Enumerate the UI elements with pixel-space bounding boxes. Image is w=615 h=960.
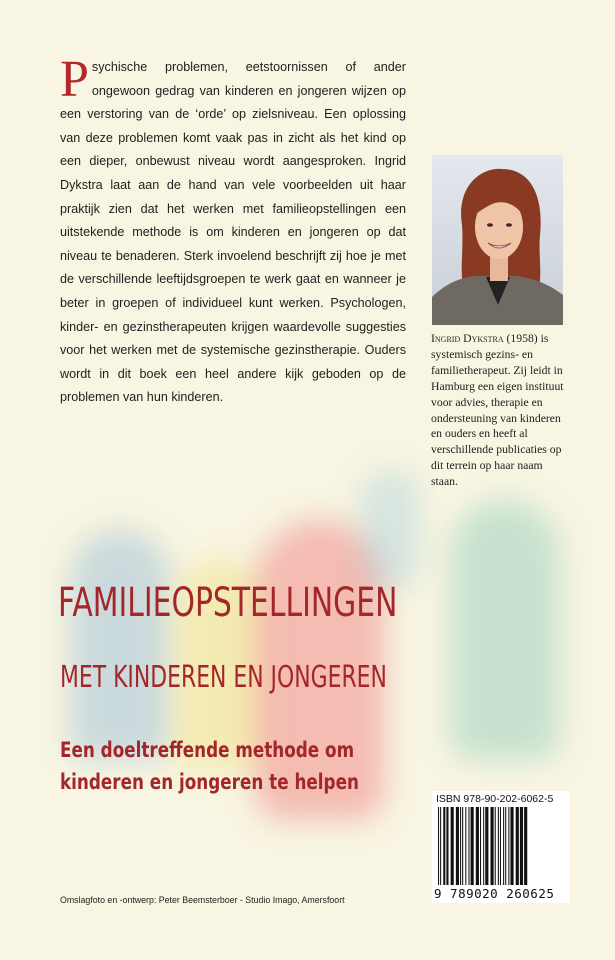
back-cover-blurb xyxy=(60,51,406,410)
background-pawn-blue xyxy=(70,530,170,760)
barcode-box xyxy=(432,791,570,903)
author-bio-text: (1958) is systemisch gezins- en familietherapeut. Zij leidt in Hamburg een eigen instituut voor advies, therapie en ondersteuning van kinderen en ouders en heeft al verschillende publicaties op dit terrein op haar naam staan. xyxy=(431,332,564,489)
ean-number: 9 789020 260625 xyxy=(434,886,555,901)
book-title: FAMILIEOPSTELLINGEN xyxy=(58,580,398,626)
cover-credits: Omslagfoto en -ontwerp: Peter Beemsterboer - Studio Imago, Amersfoort xyxy=(60,895,345,905)
author-name: Ingrid Dykstra xyxy=(431,332,504,345)
tagline xyxy=(60,734,359,798)
isbn-label: ISBN 978-90-202-6062-5 xyxy=(436,793,554,805)
drop-cap: P xyxy=(60,51,89,108)
author-bio xyxy=(431,331,567,490)
author-photo xyxy=(432,155,563,325)
background-pawn-cyan xyxy=(360,470,420,590)
author-portrait-icon xyxy=(432,155,563,325)
blurb-text: sychische problemen, eetstoornissen of ander ongewoon gedrag van kinderen en jongeren wijzen op een verstoring van de ‘orde’ op zielsniveau. Een oplossing van deze problemen komt vaak pas in zicht als het kind op een dieper, onbewust niveau wordt aangesproken. Ingrid Dykstra laat aan de hand van vele voorbeelden uit haar praktijk zien dat het werken met familieopstellingen een uitstekende methode is om kinderen en jongeren op dat niveau te benaderen. Sterk invoelend beschrijft zij hoe je met de verschillende leeftijdsgroepen te werk gaat en wanneer je beter in groepen of individueel kunt werken. Psychologen, kinder- en gezinstherapeuten krijgen waardevolle suggesties voor het werken met de systemische gezinstherapie. Ouders wordt in dit boek een heel andere kijk geboden op de problemen van hun kinderen. xyxy=(60,60,406,405)
tagline-line-1: Een doeltreffende methode om xyxy=(60,738,355,762)
book-subtitle: MET KINDEREN EN JONGEREN xyxy=(60,660,387,695)
background-pawn-teal xyxy=(450,500,560,760)
tagline-line-2: kinderen en jongeren te helpen xyxy=(60,770,359,794)
barcode-icon xyxy=(436,807,566,887)
